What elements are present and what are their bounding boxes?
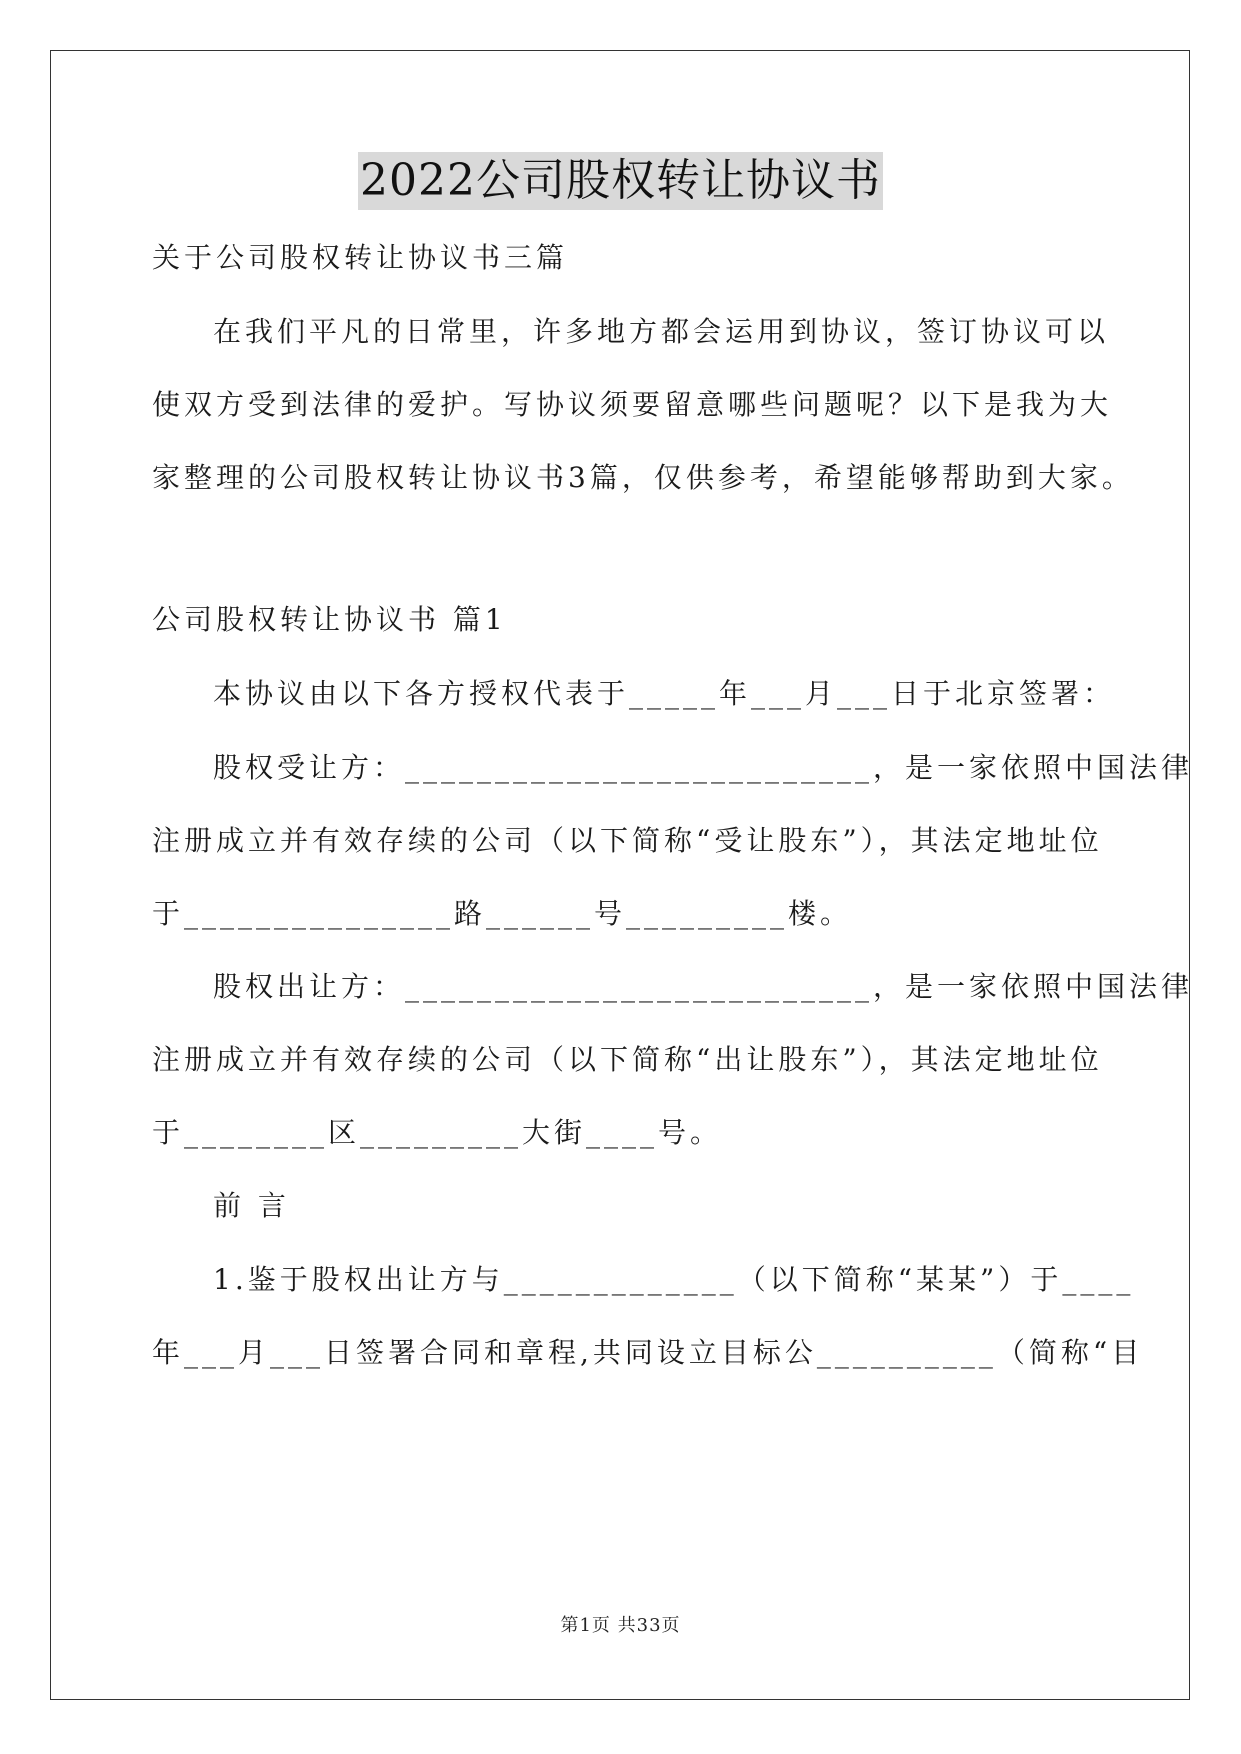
title-wrap [0, 152, 1241, 210]
intro-line-2: 使双方受到法律的爱护。写协议须要留意哪些问题呢？以下是我为大 [152, 388, 1113, 421]
section-heading: 公司股权转让协议书 篇1 [152, 603, 507, 636]
preface-heading: 前 言 [213, 1189, 290, 1222]
intro-line-3: 家整理的公司股权转让协议书3篇，仅供参考，希望能够帮助到大家。 [152, 461, 1134, 494]
body-line-signing: 本协议由以下各方授权代表于_____年___月___日于北京签署： [213, 677, 1116, 710]
body-line-clause-1-cont: 年___月___日签署合同和章程,共同设立目标公__________（简称“目 [152, 1336, 1144, 1369]
body-line-transferee: 股权受让方：__________________________，是一家依照中国法律 [213, 751, 1194, 784]
body-line-clause-1: 1.鉴于股权出让方与_____________（以下简称“某某”）于____ [213, 1263, 1135, 1296]
page-footer: 第1页 共33页 [560, 1615, 681, 1636]
subtitle-line: 关于公司股权转让协议书三篇 [152, 241, 569, 274]
document-title: 2022公司股权转让协议书 [358, 152, 883, 210]
body-line-transferee-2: 注册成立并有效存续的公司（以下简称“受让股东”），其法定地址位 [152, 824, 1103, 857]
intro-line-1: 在我们平凡的日常里，许多地方都会运用到协议，签订协议可以 [213, 315, 1110, 348]
body-line-transferor: 股权出让方：__________________________，是一家依照中国法律 [213, 970, 1194, 1003]
body-line-transferor-3: 于________区_________大街____号。 [152, 1116, 723, 1149]
body-line-transferor-2: 注册成立并有效存续的公司（以下简称“出让股东”），其法定地址位 [152, 1043, 1103, 1076]
page-border [50, 50, 1190, 1700]
body-line-transferee-3: 于_______________路______号_________楼。 [152, 897, 853, 930]
